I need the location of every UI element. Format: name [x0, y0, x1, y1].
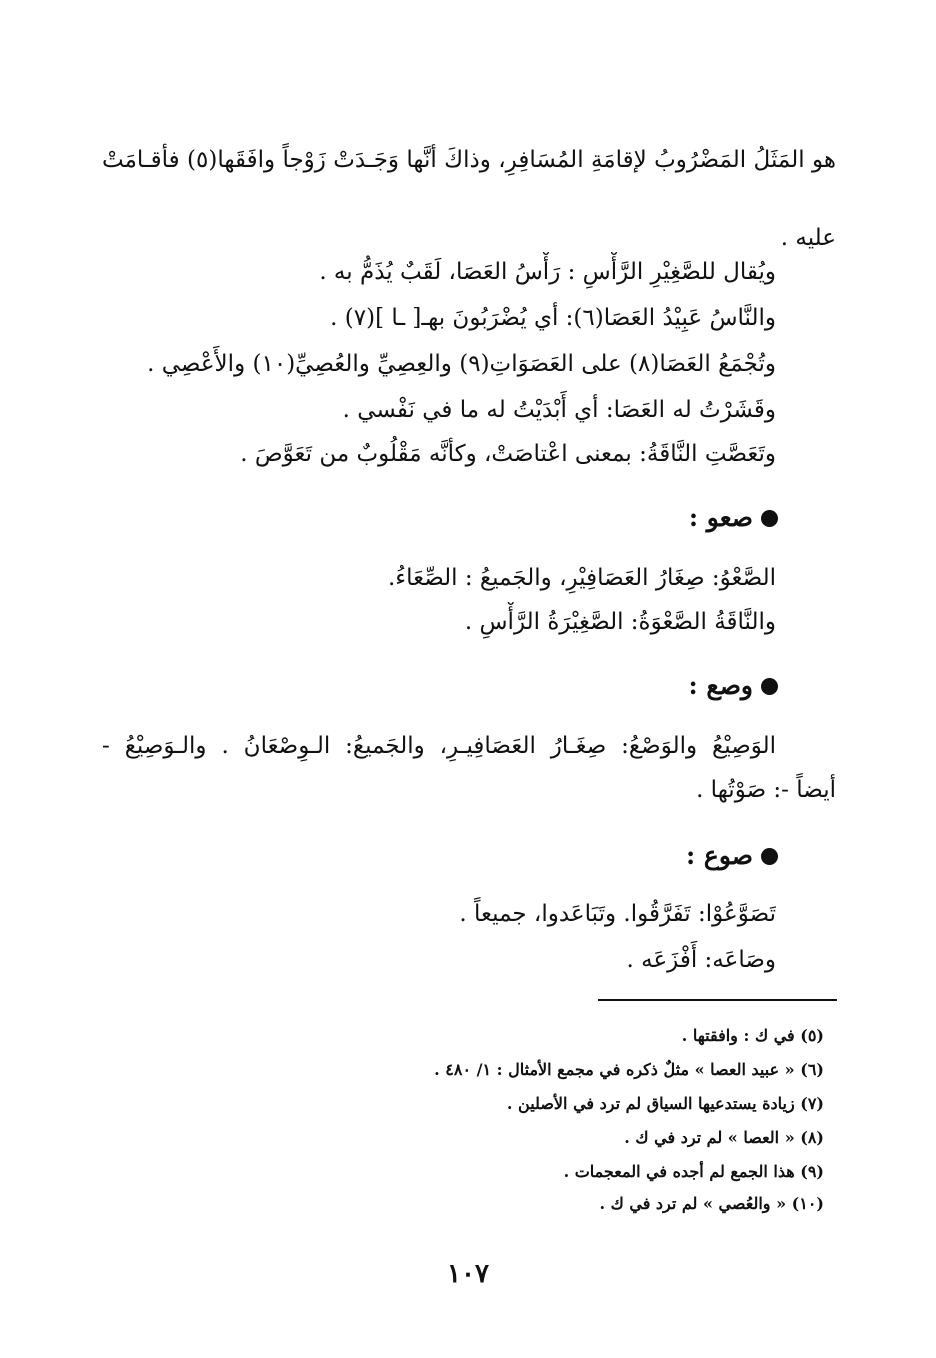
- entry-line: والنَّاسُ عَبِيْدُ العَصَا(٦): أي يُضْرَبُونَ بهـ[ ـا ](٧) .: [330, 305, 776, 331]
- entry-line: وصَاعَه: أَفْزَعَه .: [626, 947, 776, 973]
- footnote: (١٠) « والعُصي » لم ترد في ك .: [599, 1194, 824, 1213]
- footnote-separator: [598, 999, 837, 1001]
- page-number: ١٠٧: [447, 1259, 489, 1289]
- entry-line: تَصَوَّعُوْا: تَفَرَّقُوا. وتَبَاعَدوا، جميعاً .: [459, 901, 776, 927]
- bullet-icon: [761, 678, 778, 695]
- footnote: (٥) في ك : وافقتها .: [681, 1026, 824, 1045]
- entry-line: الصَّعْوُ: صِغَارُ العَصَافِيْرِ، والجَميعُ : الصِّعَاءُ.: [387, 565, 776, 591]
- entry-line: وقَشَرْتُ له العَصَا: أي أَبْدَيْتُ له ما في نَفْسي .: [342, 397, 776, 423]
- entry-line: والنَّاقَةُ الصَّعْوَةُ: الصَّغِيْرَةُ الرَّأْسِ .: [464, 609, 776, 635]
- entry-line: وتَعَصَّتِ النَّاقَةُ: بمعنى اعْتاصَتْ، وكأنَّه مَقْلُوبٌ من تَعَوَّصَ .: [240, 441, 776, 467]
- footnote: (٨) « العصا » لم ترد في ك .: [624, 1128, 824, 1147]
- section-heading-sa3w: [689, 498, 778, 538]
- section-heading-wasa3: [688, 666, 778, 706]
- footnote: (٦) « عبيد العصا » مثلٌ ذكره في مجمع الأمثال : ١/ ٤٨٠ .: [434, 1060, 824, 1079]
- entry-line: وتُجْمَعُ العَصَا(٨) على العَصَوَاتِ(٩) والعِصِيِّ والعُصِيِّ(١٠) والأَعْصِي .: [147, 351, 776, 377]
- heading-label: وصع :: [688, 671, 753, 700]
- heading-label: صوع :: [686, 841, 753, 870]
- section-heading-saw3: [686, 836, 778, 876]
- footnote: (٧) زيادة يستدعيها السياق لم ترد في الأصلين .: [506, 1094, 824, 1113]
- bullet-icon: [761, 848, 778, 865]
- entry-line: الوَصِيْعُ والوَصْعُ: صِغَـارُ العَصَافِيـرِ، والجَميعُ: الـوِصْعَانُ . والـوَصِيْعُ -: [102, 733, 776, 759]
- bullet-icon: [761, 510, 778, 527]
- entry-line: ويُقال للصَّغِيْرِ الرَّأْسِ : رَأْسُ العَصَا، لَقَبٌ يُذَمُّ به .: [319, 259, 776, 285]
- footnote: (٩) هذا الجمع لم أجده في المعجمات .: [563, 1162, 824, 1181]
- intro-line-2: عليه .: [780, 225, 836, 251]
- heading-label: صعو :: [688, 503, 753, 532]
- intro-line-1: هو المَثَلُ المَضْرُوبُ لإقامَةِ المُسَافِرِ، وذاكَ أنَّها وَجَـدَتْ زَوْجاً وافَقَها(٥) فأقـامَتْ: [102, 147, 836, 173]
- entry-line: أيضاً -: صَوْتُها .: [696, 777, 836, 803]
